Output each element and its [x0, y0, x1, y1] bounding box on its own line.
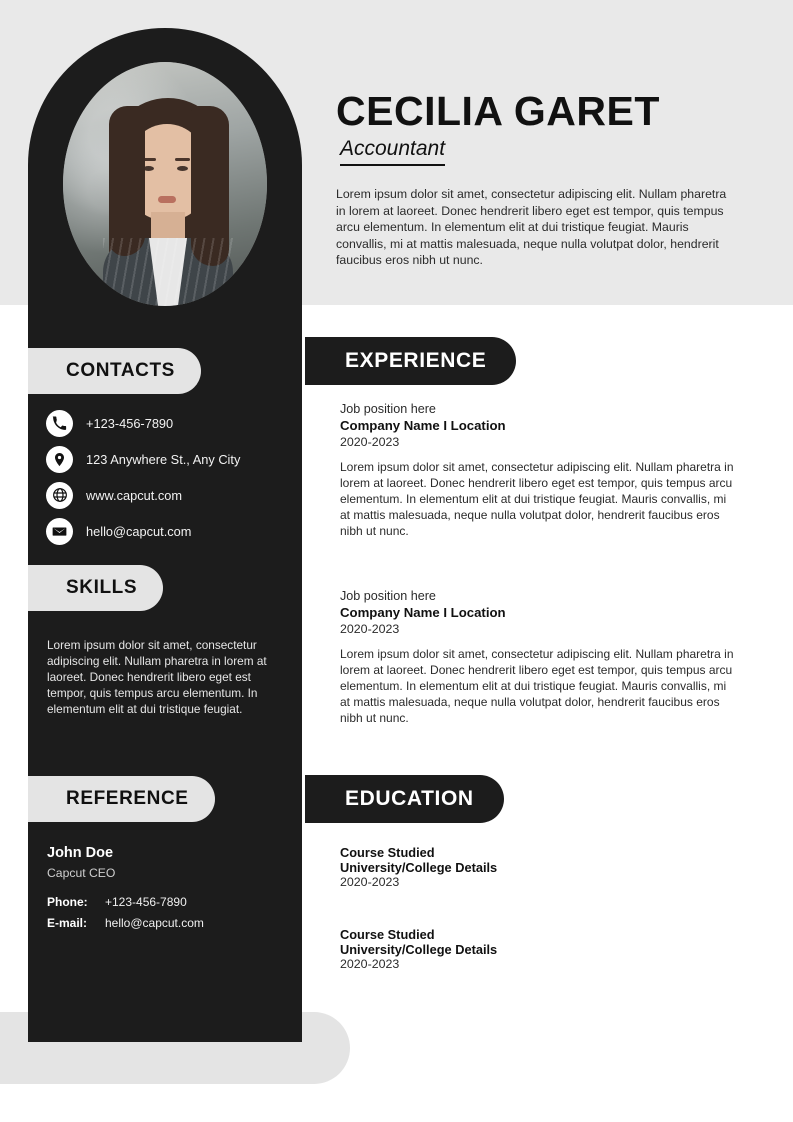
page-title: CECILIA GARET [336, 88, 660, 134]
experience-description: Lorem ipsum dolor sit amet, consectetur adipiscing elit. Nullam pharetra in lorem at laoreet. Donec hendrerit libero eget est tempor, quis tempus arcu elementum. In elementum elit at dui tristique feugiat. Mauris convallis, mi at mattis malesuada, neque nulla volutpat dolor, hendrerit faucibus eros nibh ut nunc. [340, 460, 734, 538]
education-course: Course Studied [340, 927, 435, 942]
experience-description: Lorem ipsum dolor sit amet, consectetur adipiscing elit. Nullam pharetra in lorem at laoreet. Donec hendrerit libero eget est tempor, quis tempus arcu elementum. In elementum elit at dui tristique feugiat. Mauris convallis, mi at mattis malesuada, neque nulla volutpat dolor, hendrerit faucibus eros nibh ut nunc. [340, 647, 734, 725]
experience-heading: EXPERIENCE [305, 337, 516, 385]
experience-item [340, 589, 736, 726]
contact-phone-text: +123-456-7890 [86, 415, 174, 431]
contacts-heading: CONTACTS [28, 348, 201, 394]
contact-item-email[interactable] [46, 514, 296, 548]
experience-dates: 2020-2023 [340, 435, 400, 449]
experience-item [340, 402, 736, 539]
contact-address-text: 123 Anywhere St., Any City [86, 451, 241, 467]
location-pin-icon [46, 446, 73, 473]
skills-heading: SKILLS [28, 565, 163, 611]
reference-email-row [47, 916, 204, 930]
experience-position: Job position here [340, 589, 436, 603]
experience-company: Company Name I Location [340, 418, 506, 433]
photo-brow-right [175, 158, 190, 161]
globe-icon [46, 482, 73, 509]
contact-item-phone[interactable] [46, 406, 296, 440]
reference-title: Capcut CEO [47, 866, 116, 880]
education-dates: 2020-2023 [340, 957, 400, 971]
reference-phone-label: Phone: [47, 895, 88, 909]
experience-company: Company Name I Location [340, 605, 506, 620]
phone-icon [46, 410, 73, 437]
education-heading: EDUCATION [305, 775, 504, 823]
contact-email-text: hello@capcut.com [86, 523, 192, 539]
photo-eye-right [177, 166, 188, 171]
education-item [340, 927, 736, 971]
profile-photo [63, 62, 267, 306]
education-course: Course Studied [340, 845, 435, 860]
contact-website-text: www.capcut.com [86, 487, 183, 503]
envelope-icon [46, 518, 73, 545]
education-item [340, 845, 736, 889]
photo-lips [158, 196, 176, 203]
photo-texture-overlay [103, 238, 233, 306]
reference-phone-row [47, 895, 187, 909]
contact-item-website[interactable] [46, 478, 296, 512]
education-school: University/College Details [340, 860, 498, 875]
reference-email-value: hello@capcut.com [105, 916, 204, 930]
reference-email-label: E-mail: [47, 916, 88, 930]
profile-summary: Lorem ipsum dolor sit amet, consectetur adipiscing elit. Nullam pharetra in lorem at laoreet. Donec hendrerit libero eget est tempor, quis tempus arcu elementum. In elementum elit at dui tristique feugiat. Mauris convallis, mi at mattis malesuada, neque nulla volutpat dolor, hendrerit faucibus eros nibh ut nunc. [336, 187, 727, 267]
skills-text: Lorem ipsum dolor sit amet, consectetur adipiscing elit. Nullam pharetra in lorem at laoreet. Donec hendrerit libero eget est tempor, quis tempus arcu elementum. In elementum elit at dui tristique feugiat. [47, 638, 267, 716]
reference-heading: REFERENCE [28, 776, 215, 822]
experience-position: Job position here [340, 402, 436, 416]
experience-dates: 2020-2023 [340, 622, 400, 636]
contacts-list [46, 406, 296, 550]
reference-phone-value: +123-456-7890 [105, 895, 187, 909]
job-role: Accountant [340, 137, 445, 166]
contact-item-address[interactable] [46, 442, 296, 476]
education-school: University/College Details [340, 942, 498, 957]
reference-name: John Doe [47, 845, 114, 861]
photo-hair-left [109, 106, 145, 256]
education-dates: 2020-2023 [340, 875, 400, 889]
